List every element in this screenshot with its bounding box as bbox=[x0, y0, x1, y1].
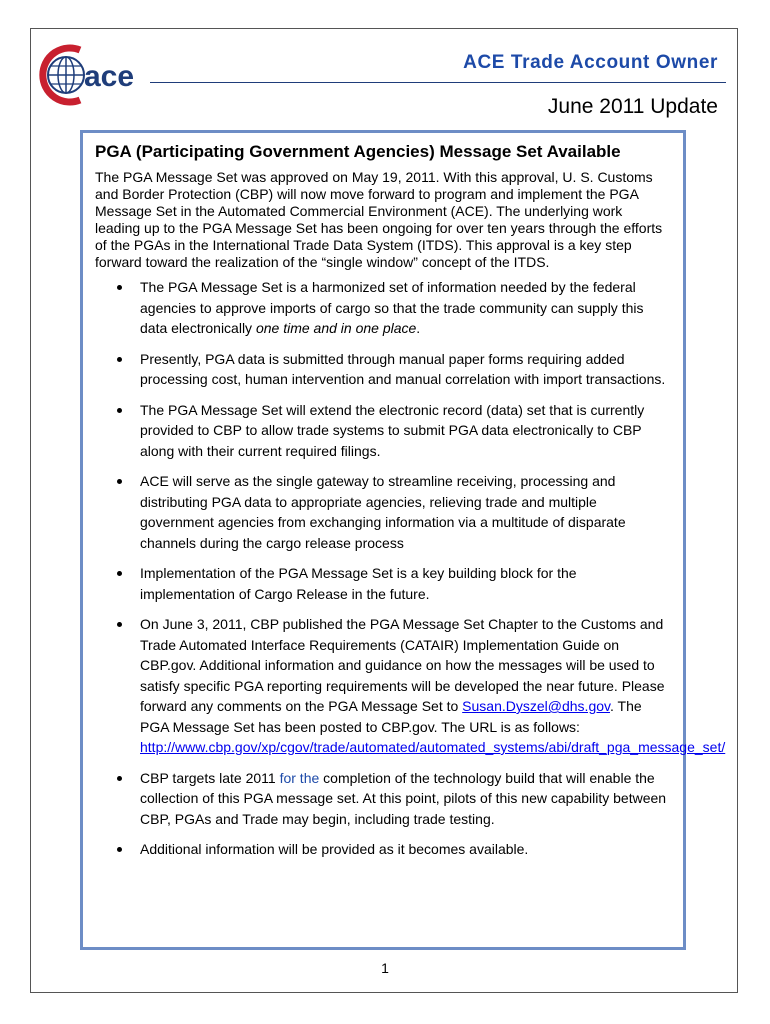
list-item: Additional information will be provided as it becomes available. bbox=[95, 839, 671, 860]
list-item: Implementation of the PGA Message Set is a key building block for the implementation of Cargo Release in the future. bbox=[95, 563, 671, 604]
bullet-icon bbox=[117, 622, 122, 627]
bullet-icon bbox=[117, 285, 122, 290]
article-box bbox=[80, 130, 726, 950]
list-item: The PGA Message Set will extend the electronic record (data) set that is currently provided to CBP to allow trade systems to submit PGA data electronically to CBP along with their current required filings. bbox=[95, 400, 671, 462]
emphasis-text: one time and in one place bbox=[255, 320, 417, 336]
email-link[interactable]: Susan.Dyszel@dhs.gov bbox=[462, 698, 610, 714]
bullet-icon bbox=[117, 847, 122, 852]
highlighted-text: for the bbox=[279, 769, 320, 786]
ace-logo bbox=[36, 38, 156, 108]
list-item: Presently, PGA data is submitted through manual paper forms requiring added processing cost, human intervention and manual correlation with import transactions. bbox=[95, 349, 671, 390]
newsletter-title: ACE Trade Account Owner bbox=[463, 52, 718, 73]
bullet-icon bbox=[117, 571, 122, 576]
list-item: On June 3, 2011, CBP published the PGA Message Set Chapter to the Customs and Trade Automated Interface Requirements (CATAIR) Implementation Guide on CBP.gov. Additional information and guidance on how the messages will be used to satisfy specific PGA reporting requirements will be developed the near future. Please forward any comments on the PGA Message Set to Susan.Dyszel@dhs.gov. The PGA Message Set has been posted to CBP.gov. The URL is as follows: http://www.cbp.gov/xp/cgov/trade/automated/automated_systems/abi/draft_pga_message_set/ bbox=[95, 614, 671, 758]
page-number: 1 bbox=[381, 960, 389, 976]
pga-message-set-url-link[interactable]: http://www.cbp.gov/xp/cgov/trade/automated/automated_systems/abi/draft_pga_message_set/ bbox=[140, 739, 726, 755]
bullet-icon bbox=[117, 776, 122, 781]
header-rule bbox=[150, 82, 726, 83]
bullet-list bbox=[95, 277, 726, 860]
logo-text: ace bbox=[84, 60, 135, 93]
list-item: ACE will serve as the single gateway to streamline receiving, processing and distributing PGA data to appropriate agencies, relieving trade and multiple government agencies from exchanging information via a multitude of disparate channels during the cargo release process bbox=[95, 471, 671, 553]
bullet-icon bbox=[117, 408, 122, 413]
list-item: The PGA Message Set is a harmonized set of information needed by the federal agencies to approve imports of cargo so that the trade community can supply this data electronically one time and in one place. bbox=[95, 277, 671, 339]
article-intro: The PGA Message Set was approved on May 19, 2011. With this approval, U. S. Customs and Border Protection (CBP) will now move forward to program and implement the PGA Message Set in the Automated Commercial Environment (ACE). The underlying work leading up to the PGA Message Set has been ongoing for over ten years through the efforts of the PGAs in the International Trade Data System (ITDS). This approval is a key step forward toward the realization of the “single window” concept of the ITDS. bbox=[95, 169, 663, 270]
update-date: June 2011 Update bbox=[547, 95, 718, 118]
bullet-icon bbox=[117, 357, 122, 362]
bullet-icon bbox=[117, 479, 122, 484]
article-title: PGA (Participating Government Agencies) Message Set Available bbox=[95, 142, 621, 161]
list-item: CBP targets late 2011 for the completion of the technology build that will enable the collection of this PGA message set. At this point, pilots of this new capability between CBP, PGAs and Trade may begin, including trade testing. bbox=[95, 768, 671, 830]
